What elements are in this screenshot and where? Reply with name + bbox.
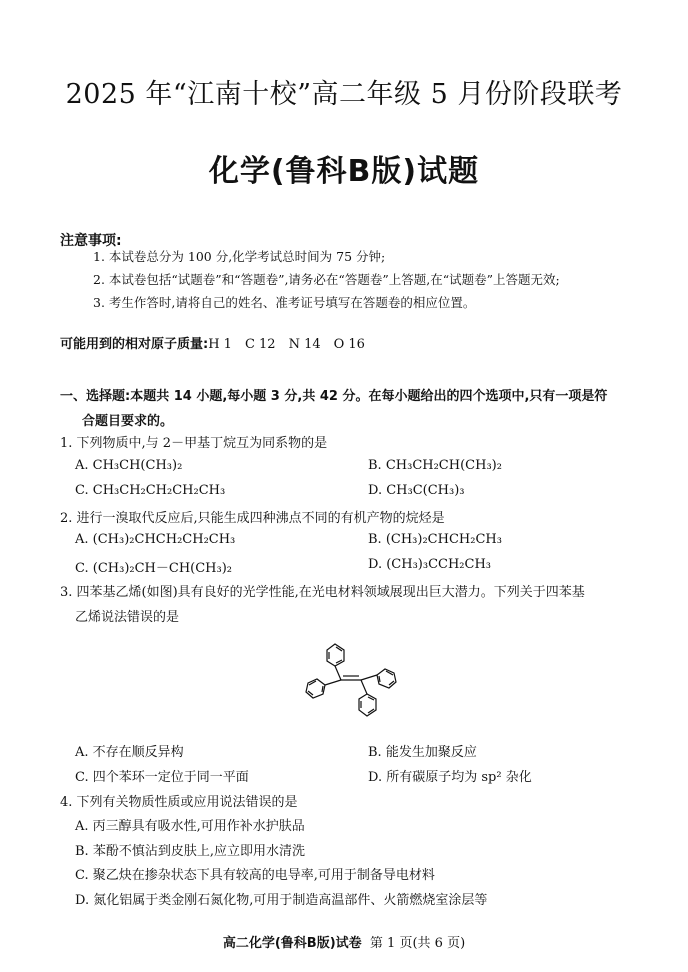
section-heading	[60, 384, 620, 434]
q4-option-d: D. 氮化铝属于类金刚石氮化物,可用于制造高温部件、火箭燃烧室涂层等	[75, 893, 488, 908]
question-1-stem: 1. 下列物质中,与 2－甲基丁烷互为同系物的是	[60, 436, 328, 451]
atomic-mass-label: 可能用到的相对原子质量:	[60, 337, 209, 352]
tetraphenylethylene-structure	[291, 626, 411, 732]
footer-label: 高二化学(鲁科B版)试卷	[222, 936, 362, 951]
q1-option-b: B. CH₃CH₂CH(CH₃)₂	[368, 458, 502, 473]
q4-option-a: A. 丙三醇具有吸水性,可用作补水护肤品	[75, 819, 305, 834]
q2-option-a: A. (CH₃)₂CHCH₂CH₂CH₃	[75, 532, 236, 547]
notice-item-1: 1. 本试卷总分为 100 分,化学考试总时间为 75 分钟;	[93, 249, 386, 264]
section-heading-line2: 合题目要求的。	[82, 414, 174, 429]
exam-title: 2025 年“江南十校”高二年级 5 月份阶段联考	[65, 79, 623, 110]
notice-heading: 注意事项:	[60, 233, 122, 249]
q2-option-c: C. (CH₃)₂CH－CH(CH₃)₂	[75, 561, 233, 576]
notice-item-2: 2. 本试卷包括“试题卷”和“答题卷”,请务必在“答题卷”上答题,在“试题卷”上答题无效;	[93, 272, 560, 287]
question-3-stem: 3. 四苯基乙烯(如图)具有良好的光学性能,在光电材料领域展现出巨大潜力。下列关于四苯基	[60, 585, 585, 600]
q3-option-d: D. 所有碳原子均为 sp² 杂化	[368, 770, 532, 785]
q3-option-c: C. 四个苯环一定位于同一平面	[75, 770, 249, 785]
question-4-stem: 4. 下列有关物质性质或应用说法错误的是	[60, 795, 298, 810]
q3-option-a: A. 不存在顺反异构	[75, 745, 184, 760]
page-number: 第 1 页(共 6 页)	[369, 936, 466, 951]
q2-option-d: D. (CH₃)₃CCH₂CH₃	[368, 557, 492, 572]
page-footer	[0, 932, 688, 951]
q1-option-c: C. CH₃CH₂CH₂CH₂CH₃	[75, 483, 226, 498]
q1-option-a: A. CH₃CH(CH₃)₂	[75, 458, 183, 473]
q4-option-c: C. 聚乙炔在掺杂状态下具有较高的电导率,可用于制备导电材料	[75, 868, 435, 883]
atomic-mass-line	[60, 333, 365, 352]
molecule-drawing	[306, 644, 396, 716]
question-2-stem: 2. 进行一溴取代反应后,只能生成四种沸点不同的有机产物的烷烃是	[60, 511, 445, 526]
notice-item-3: 3. 考生作答时,请将自己的姓名、准考证号填写在答题卷的相应位置。	[93, 295, 476, 310]
q4-option-b: B. 苯酚不慎沾到皮肤上,应立即用水清洗	[75, 844, 305, 859]
q1-option-d: D. CH₃C(CH₃)₃	[368, 483, 465, 498]
atomic-mass-values: H 1 C 12 N 14 O 16	[208, 337, 365, 352]
q2-option-b: B. (CH₃)₂CHCH₂CH₃	[368, 532, 502, 547]
q3-option-b: B. 能发生加聚反应	[368, 745, 477, 760]
question-3-stem-cont: 乙烯说法错误的是	[75, 610, 180, 625]
exam-subject-title: 化学(鲁科B版)试题	[208, 154, 480, 189]
section-heading-line1: 一、选择题:本题共 14 小题,每小题 3 分,共 42 分。在每小题给出的四个选项中,只有一项是符	[60, 389, 608, 404]
